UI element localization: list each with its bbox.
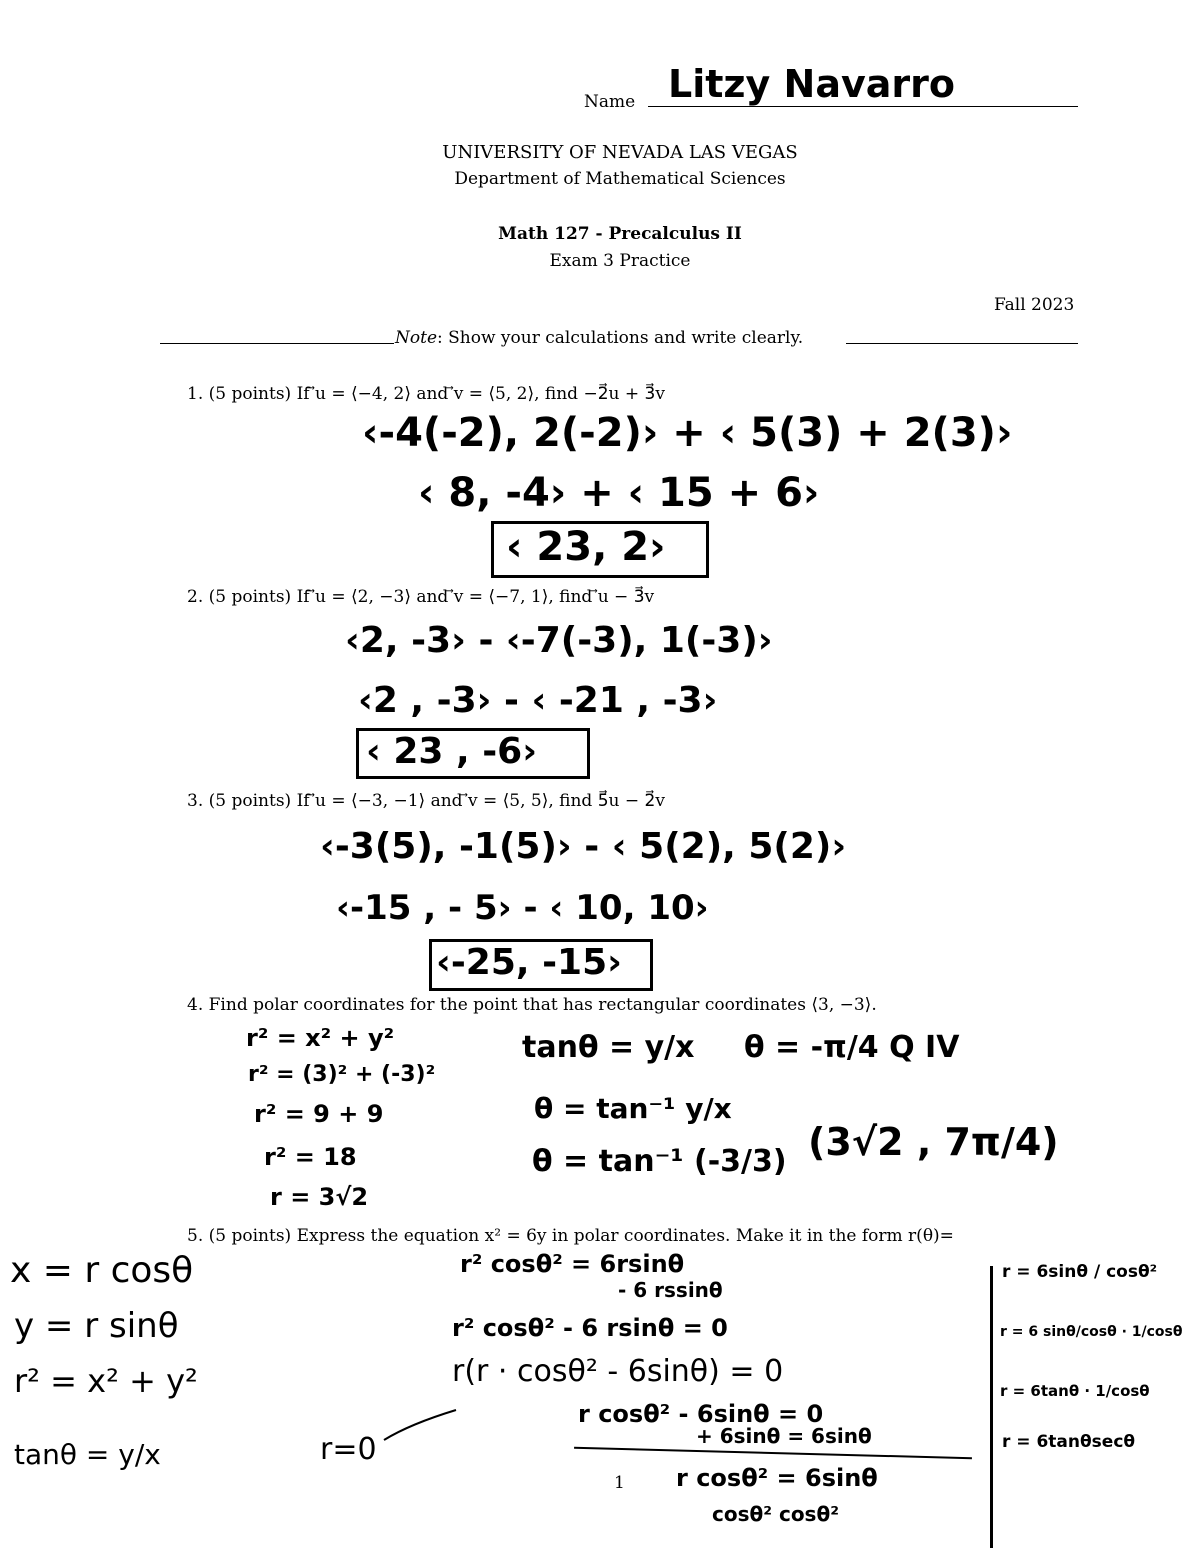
answer: ‹-25, -15›	[436, 942, 622, 983]
work-line: r = 3√2	[270, 1183, 369, 1211]
problem-5	[187, 1226, 954, 1246]
work-line: r² cosθ² - 6 rsinθ = 0	[452, 1314, 728, 1342]
page-number: 1	[614, 1473, 625, 1493]
work-line: ‹-3(5), -1(5)› - ‹ 5(2), 5(2)›	[320, 826, 847, 867]
work-line: r² = 9 + 9	[254, 1100, 384, 1128]
term: Fall 2023	[994, 295, 1075, 315]
department-name: Department of Mathematical Sciences	[454, 169, 786, 189]
work-line: r² = (3)² + (-3)²	[248, 1062, 436, 1087]
work-line: cosθ² cosθ²	[712, 1502, 839, 1526]
work-line: θ = tan⁻¹ (-3/3)	[532, 1144, 787, 1179]
work-line: tanθ = y/x	[522, 1030, 695, 1065]
problem-number: 5.	[187, 1226, 204, 1246]
work-line: y = r sinθ	[14, 1306, 179, 1346]
problem-number: 1.	[187, 384, 204, 404]
note-rule-left	[160, 343, 394, 344]
student-name: Litzy Navarro	[668, 62, 955, 106]
connector-stroke	[380, 1404, 460, 1444]
work-line: θ = tan⁻¹ y/x	[534, 1092, 732, 1125]
problem-number: 2.	[187, 587, 204, 607]
answer: (3√2 , 7π/4)	[808, 1120, 1059, 1164]
work-line: r cosθ² - 6sinθ = 0	[578, 1400, 824, 1428]
work-line: r cosθ² = 6sinθ	[676, 1464, 878, 1492]
work-line: x = r cosθ	[10, 1250, 194, 1291]
work-line: r = 6tanθsecθ	[1002, 1432, 1136, 1452]
problem-3	[187, 791, 665, 811]
answer: ‹ 23, 2›	[506, 524, 666, 570]
work-line: tanθ = y/x	[14, 1438, 161, 1471]
note-text: : Show your calculations and write clearly.	[437, 328, 804, 348]
work-line: r = 6tanθ · 1/cosθ	[1000, 1382, 1150, 1400]
work-line: ‹-15 , - 5› - ‹ 10, 10›	[336, 888, 709, 928]
note-rule-right	[846, 343, 1078, 344]
work-line: ‹-4(-2), 2(-2)› + ‹ 5(3) + 2(3)›	[362, 410, 1013, 456]
work-line: ‹2, -3› - ‹-7(-3), 1(-3)›	[345, 620, 773, 661]
exam-title: Exam 3 Practice	[549, 251, 691, 271]
work-line: θ = -π/4 Q IV	[744, 1030, 960, 1065]
work-line: r² = x² + y²	[14, 1362, 198, 1400]
problem-prompt: (5 points) If ⃗u = ⟨2, −3⟩ and ⃗v = ⟨−7, 1⟩, find ⃗u − 3⃗v	[208, 587, 655, 607]
problem-number: 4.	[187, 995, 204, 1015]
sum-rule	[574, 1447, 972, 1459]
note-label: Note	[395, 328, 438, 348]
work-line: r² = 18	[264, 1143, 357, 1171]
work-line: r² cosθ² = 6rsinθ	[460, 1250, 685, 1278]
work-line: r=0	[320, 1432, 377, 1467]
answer: ‹ 23 , -6›	[366, 731, 538, 772]
divider-stroke	[990, 1266, 993, 1548]
work-line: r(r · cosθ² - 6sinθ) = 0	[452, 1354, 784, 1389]
problem-prompt: (5 points) If ⃗u = ⟨−4, 2⟩ and ⃗v = ⟨5, 2⟩, find −2⃗u + 3⃗v	[208, 384, 665, 404]
problem-4	[187, 995, 877, 1015]
note	[395, 328, 803, 348]
work-line: r² = x² + y²	[246, 1024, 395, 1052]
problem-prompt: (5 points) Express the equation x² = 6y in polar coordinates. Make it in the form r(θ)=	[208, 1226, 954, 1246]
course-title: Math 127 - Precalculus II	[498, 224, 742, 244]
problem-prompt: (5 points) If ⃗u = ⟨−3, −1⟩ and ⃗v = ⟨5, 5⟩, find 5⃗u − 2⃗v	[208, 791, 665, 811]
work-line: ‹ 8, -4› + ‹ 15 + 6›	[418, 470, 820, 516]
work-line: ‹2 , -3› - ‹ -21 , -3›	[358, 680, 718, 721]
university-name: UNIVERSITY OF NEVADA LAS VEGAS	[442, 142, 798, 163]
work-line: - 6 rssinθ	[618, 1278, 723, 1302]
problem-1	[187, 384, 665, 404]
work-line: + 6sinθ = 6sinθ	[696, 1424, 872, 1448]
work-line: r = 6 sinθ/cosθ · 1/cosθ	[1000, 1324, 1183, 1340]
work-line: r = 6sinθ / cosθ²	[1002, 1262, 1158, 1282]
problem-prompt: Find polar coordinates for the point that has rectangular coordinates ⟨3, −3⟩.	[208, 995, 877, 1015]
problem-2	[187, 587, 654, 607]
name-label: Name	[584, 92, 636, 112]
name-underline	[648, 106, 1078, 107]
problem-number: 3.	[187, 791, 204, 811]
